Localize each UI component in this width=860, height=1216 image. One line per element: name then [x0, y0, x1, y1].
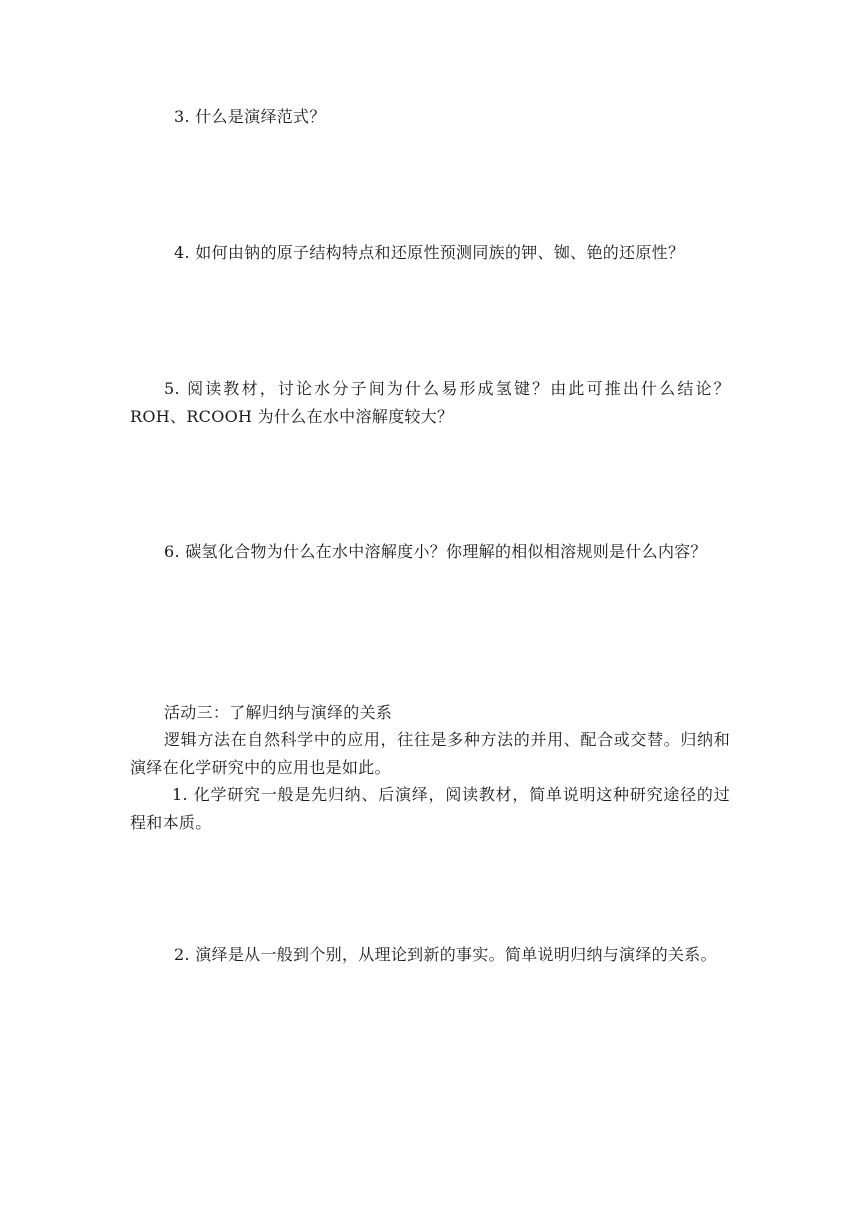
question-3: 3. 什么是演绎范式？	[174, 107, 326, 126]
question-5: 5. 阅读教材，讨论水分子间为什么易形成氢键？由此可推出什么结论？ROH、RCOOH 为什么在水中溶解度较大？	[130, 379, 730, 426]
question-4: 4. 如何由钠的原子结构特点和还原性预测同族的钾、铷、铯的还原性？	[174, 243, 685, 262]
activity3-intro: 逻辑方法在自然科学中的应用，往往是多种方法的并用、配合或交替。归纳和演绎在化学研究中的应用也是如此。	[130, 730, 730, 777]
activity3-question-2: 2. 演绎是从一般到个别，从理论到新的事实。简单说明归纳与演绎的关系。	[174, 945, 717, 964]
activity3-title: 活动三：了解归纳与演绎的关系	[164, 703, 393, 722]
activity3-question-1: 1. 化学研究一般是先归纳、后演绎，阅读教材，简单说明这种研究途径的过程和本质。	[130, 785, 730, 832]
question-6: 6. 碳氢化合物为什么在水中溶解度小？你理解的相似相溶规则是什么内容？	[164, 542, 707, 561]
